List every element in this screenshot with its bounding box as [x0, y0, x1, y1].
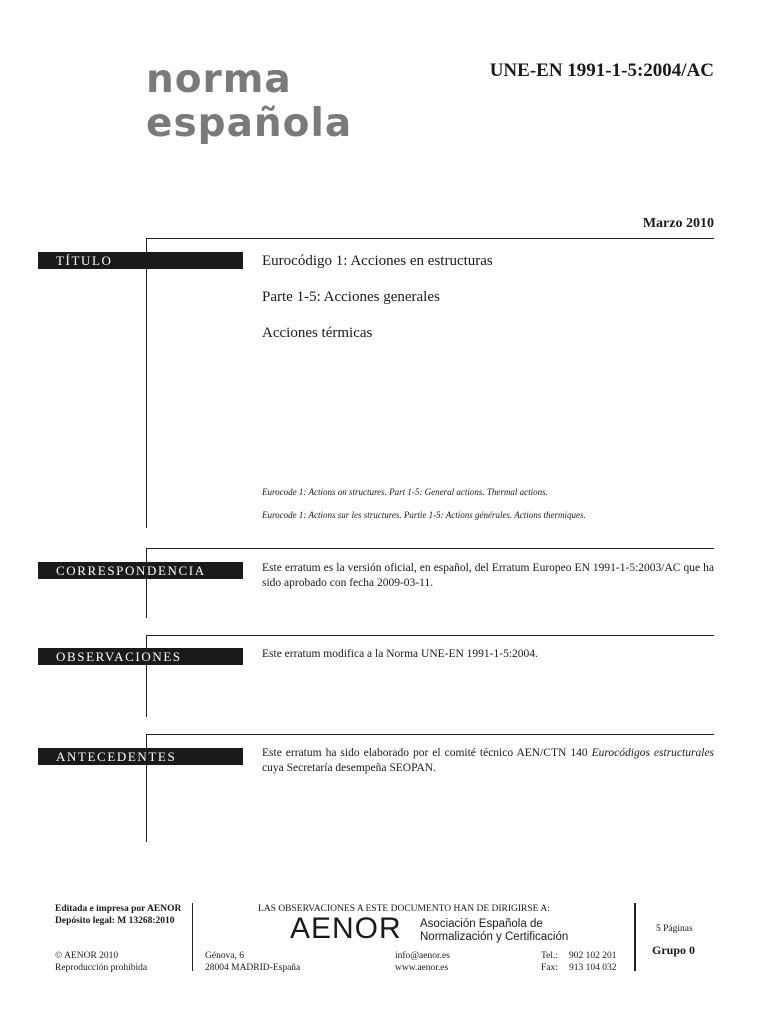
footer-divider-left	[192, 903, 193, 971]
footer-divider-right	[634, 903, 636, 971]
label-antecedentes: ANTECEDENTES	[38, 748, 243, 765]
label-observaciones: OBSERVACIONES	[38, 648, 243, 665]
aenor-association	[420, 918, 568, 944]
footer-city: 28004 MADRID-España	[205, 963, 301, 973]
footer-reproduccion: Reproducción prohibida	[55, 963, 148, 973]
title-line-1: Eurocódigo 1: Acciones en estructuras	[262, 253, 493, 269]
footer-deposito: Depósito legal: M 13268:2010	[55, 916, 175, 926]
standard-code: UNE-EN 1991-1-5:2004/AC	[489, 60, 714, 81]
observaciones-text: Este erratum modifica a la Norma UNE-EN 1991-1-5:2004.	[262, 648, 538, 660]
antecedentes-text-pre: Este erratum ha sido elaborado por el comité técnico AEN/CTN 140	[262, 747, 592, 759]
footer-fax: 913 104 032	[569, 963, 617, 973]
footer-tel: 902 102 201	[569, 951, 617, 961]
footer-observaciones-header: LAS OBSERVACIONES A ESTE DOCUMENTO HAN DE DIRIGIRSE A:	[258, 904, 550, 914]
title-english: Eurocode 1: Actions on structures. Part 1-5: General actions. Thermal actions.	[262, 487, 548, 497]
antecedentes-text	[262, 746, 714, 776]
aenor-association-line-2: Normalización y Certificación	[420, 931, 569, 943]
title-line-3: Acciones térmicas	[262, 325, 373, 341]
footer-copyright: © AENOR 2010	[55, 951, 119, 961]
correspondencia-top-rule	[146, 548, 714, 549]
footer-street: Génova, 6	[205, 951, 245, 961]
footer-editada: Editada e impresa por AENOR	[55, 904, 182, 914]
titulo-vertical-rule	[146, 238, 147, 528]
aenor-logo-text: AENOR	[290, 912, 402, 945]
aenor-association-line-1: Asociación Española de	[420, 918, 543, 930]
antecedentes-text-italic: Eurocódigos estructurales	[591, 747, 714, 759]
footer-tel-label: Tel.:	[541, 951, 559, 961]
title-french: Eurocode 1: Actions sur les structures. Partie 1-5: Actions générales. Actions thermiques.	[262, 510, 586, 520]
footer-pages: 5 Páginas	[656, 924, 693, 934]
label-titulo: TÍTULO	[38, 252, 243, 269]
titulo-top-rule	[146, 238, 714, 239]
label-correspondencia: CORRESPONDENCIA	[38, 562, 243, 579]
brand-line-2: española	[146, 101, 353, 146]
publication-date: Marzo 2010	[642, 216, 714, 231]
correspondencia-vertical-rule	[146, 548, 147, 618]
brand-line-1: norma	[146, 57, 292, 102]
footer-email: info@aenor.es	[395, 951, 450, 961]
title-line-2: Parte 1-5: Acciones generales	[262, 289, 440, 305]
antecedentes-text-post: cuya Secretaría desempeña SEOPAN.	[262, 762, 436, 774]
brand-title	[146, 58, 352, 146]
correspondencia-text: Este erratum es la versión oficial, en español, del Erratum Europeo EN 1991-1-5:2003/AC que ha sido aprobado con fecha 2009-03-11.	[262, 562, 714, 589]
footer-web: www.aenor.es	[395, 963, 449, 973]
footer-fax-label: Fax:	[541, 963, 558, 973]
observaciones-top-rule	[146, 635, 714, 636]
antecedentes-top-rule	[146, 734, 714, 735]
footer-group: Grupo 0	[652, 943, 696, 957]
